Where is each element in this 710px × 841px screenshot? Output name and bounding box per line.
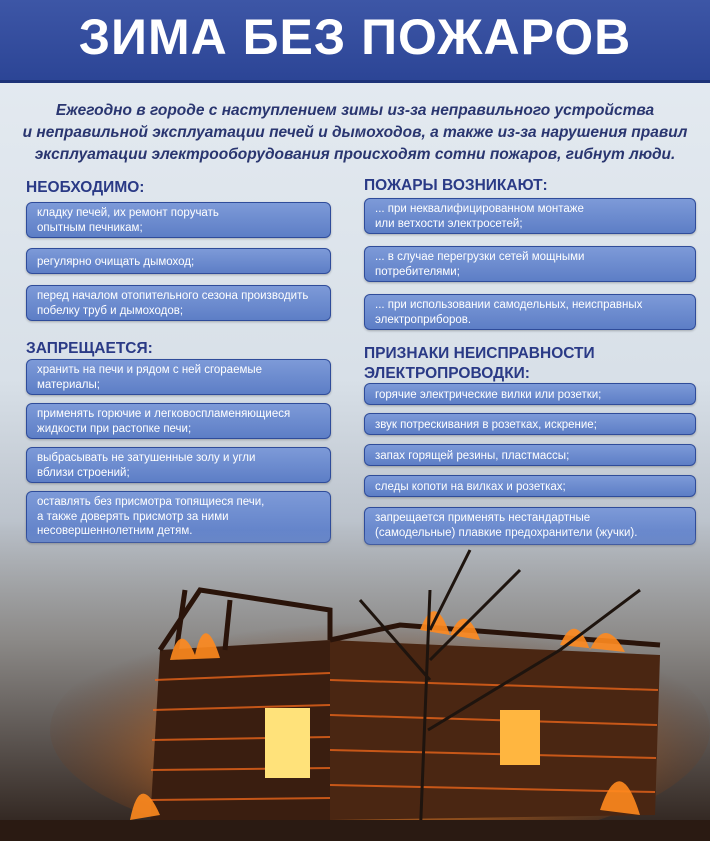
item-line: жидкости при растопке печи; bbox=[37, 422, 192, 435]
forbidden-item bbox=[26, 359, 331, 395]
heading-line: ЭЛЕКТРОПРОВОДКИ: bbox=[364, 365, 530, 382]
burning-window bbox=[265, 708, 310, 778]
item-line: кладку печей, их ремонт поручать bbox=[37, 207, 219, 219]
item-line: применять горючие и легковоспламеняющиеся bbox=[37, 408, 291, 420]
item-line: следы копоти на вилках и розетках; bbox=[375, 481, 566, 493]
item-line: вблизи строений; bbox=[37, 466, 130, 479]
item-line: опытным печникам; bbox=[37, 221, 143, 234]
fires-occur-item bbox=[364, 246, 696, 282]
malfunction-item bbox=[364, 413, 696, 435]
title-banner bbox=[0, 0, 710, 83]
item-line: а также доверять присмотр за ними bbox=[37, 510, 229, 523]
malfunction-item bbox=[364, 475, 696, 497]
malfunction-heading bbox=[364, 344, 595, 384]
item-line: ... при использовании самодельных, неисправных bbox=[375, 299, 643, 311]
item-line: побелку труб и дымоходов; bbox=[37, 304, 184, 317]
fires-occur-item bbox=[364, 294, 696, 330]
fires-occur-item bbox=[364, 198, 696, 234]
item-line: звук потрескивания в розетках, искрение; bbox=[375, 419, 597, 431]
malfunction-item bbox=[364, 383, 696, 405]
item-line: материалы; bbox=[37, 378, 100, 391]
item-line: потребителями; bbox=[375, 265, 460, 278]
item-line: запах горящей резины, пластмассы; bbox=[375, 450, 570, 462]
burning-house-photo bbox=[0, 530, 710, 841]
item-line: или ветхости электросетей; bbox=[375, 217, 523, 230]
intro-text bbox=[20, 100, 690, 166]
burning-window bbox=[500, 710, 540, 765]
forbidden-heading: ЗАПРЕЩАЕТСЯ: bbox=[26, 340, 153, 357]
intro-line: эксплуатации электрооборудования происходят сотни пожаров, гибнут люди. bbox=[34, 146, 676, 163]
item-line: оставлять без присмотра топящиеся печи, bbox=[37, 496, 265, 508]
heading-line: ПРИЗНАКИ НЕИСПРАВНОСТИ bbox=[364, 345, 595, 362]
item-line: выбрасывать не затушенные золу и угли bbox=[37, 452, 256, 464]
forbidden-item bbox=[26, 447, 331, 483]
item-line: хранить на печи и рядом с ней сгораемые bbox=[37, 364, 263, 376]
intro-line: Ежегодно в городе с наступлением зимы из-за неправильного устройства bbox=[55, 102, 655, 119]
intro-line: и неправильной эксплуатации печей и дымоходов, а также из-за нарушения правил bbox=[22, 124, 688, 141]
item-line: ... при неквалифицированном монтаже bbox=[375, 203, 584, 215]
malfunction-item bbox=[364, 444, 696, 466]
necessary-item bbox=[26, 202, 331, 238]
page-title: ЗИМА БЕЗ ПОЖАРОВ bbox=[78, 9, 632, 65]
burning-house-illustration bbox=[0, 530, 710, 841]
item-line: регулярно очищать дымоход; bbox=[37, 256, 195, 268]
item-line: ... в случае перегрузки сетей мощными bbox=[375, 251, 585, 263]
item-line: запрещается применять нестандартные bbox=[375, 512, 591, 524]
item-line: горячие электрические вилки или розетки; bbox=[375, 389, 602, 401]
ground bbox=[0, 820, 710, 841]
item-line: электроприборов. bbox=[375, 313, 472, 326]
necessary-heading: НЕОБХОДИМО: bbox=[26, 179, 145, 196]
necessary-item bbox=[26, 285, 331, 321]
necessary-item bbox=[26, 248, 331, 274]
item-line: перед началом отопительного сезона производить bbox=[37, 290, 309, 302]
fires-occur-heading: ПОЖАРЫ ВОЗНИКАЮТ: bbox=[364, 177, 548, 194]
forbidden-item bbox=[26, 403, 331, 439]
